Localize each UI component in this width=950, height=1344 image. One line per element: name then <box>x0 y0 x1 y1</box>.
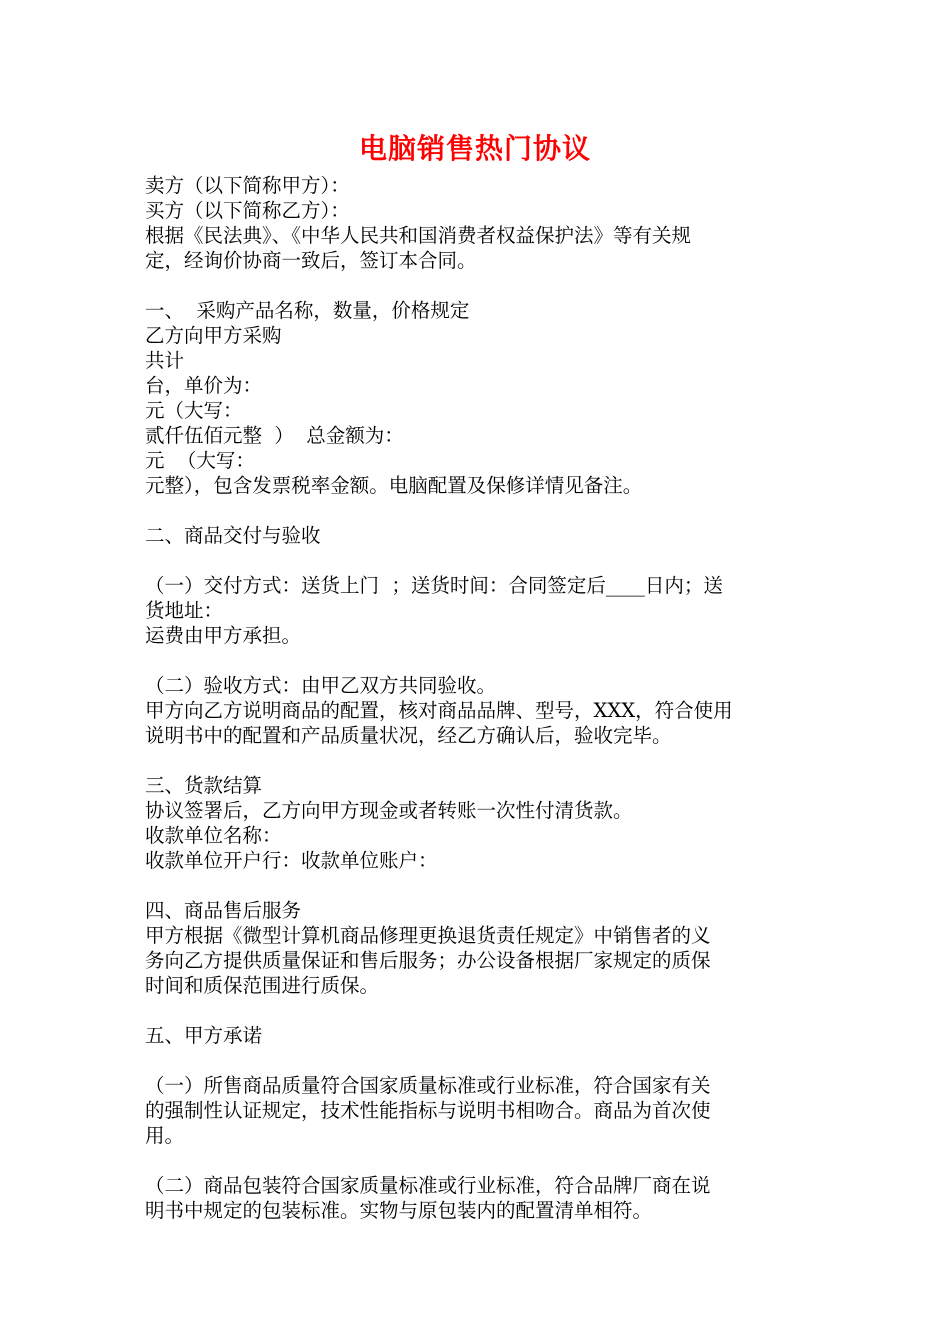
section-text-line: （二）验收方式：由甲乙双方共同验收。 <box>145 674 497 697</box>
section-text-line: 乙方向甲方采购 <box>145 324 282 347</box>
section-text-line: 收款单位开户行：收款单位账户： <box>145 849 438 872</box>
section-heading: 四、商品售后服务 <box>145 899 302 922</box>
section-heading: 五、甲方承诺 <box>145 1024 263 1047</box>
paragraph-spacer <box>145 273 810 298</box>
paragraph-spacer <box>145 498 810 523</box>
section-text-line: 贰仟伍佰元整 ） 总金额为： <box>145 424 404 447</box>
section-text-line: 务向乙方提供质量保证和售后服务；办公设备根据厂家规定的质保 <box>145 949 711 972</box>
section-text-line: 共计 <box>145 349 185 372</box>
section-text-line: 协议签署后，乙方向甲方现金或者转账一次性付清货款。 <box>145 799 633 822</box>
section-text-line: 元（大写： <box>145 399 243 422</box>
section-text-line: 的强制性认证规定，技术性能指标与说明书相吻合。商品为首次使 <box>145 1099 711 1122</box>
section-text-line: （一）交付方式：送货上门 ；送货时间：合同签定后____日内；送 <box>145 574 723 597</box>
section-text-line: 说明书中的配置和产品质量状况，经乙方确认后，验收完毕。 <box>145 724 672 747</box>
section-text-line: 台，单价为： <box>145 374 263 397</box>
paragraph-spacer <box>145 748 810 773</box>
buyer-line: 买方（以下简称乙方）： <box>145 199 350 222</box>
section-heading: 三、货款结算 <box>145 774 263 797</box>
paragraph-spacer <box>145 648 810 673</box>
paragraph-spacer <box>145 548 810 573</box>
preamble-line: 根据《民法典》、《中华人民共和国消费者权益保护法》等有关规 <box>145 224 692 247</box>
section-text-line: 用。 <box>145 1124 185 1147</box>
section-text-line: （一）所售商品质量符合国家质量标准或行业标准，符合国家有关 <box>145 1074 711 1097</box>
paragraph-spacer <box>145 1048 810 1073</box>
section-heading: 二、商品交付与验收 <box>145 524 321 547</box>
preamble-line: 定，经询价协商一致后，签订本合同。 <box>145 249 477 272</box>
document-title: 电脑销售热门协议 <box>358 132 591 165</box>
section-text-line: 时间和质保范围进行质保。 <box>145 974 380 997</box>
section-text-line: （二）商品包装符合国家质量标准或行业标准，符合品牌厂商在说 <box>145 1174 711 1197</box>
section-text-line: 明书中规定的包装标准。实物与原包装内的配置清单相符。 <box>145 1199 653 1222</box>
section-text-line: 元整），包含发票税率金额。电脑配置及保修详情见备注。 <box>145 474 643 497</box>
section-text-line: 甲方向乙方说明商品的配置，核对商品品牌、型号，XXX，符合使用 <box>145 699 733 722</box>
seller-line: 卖方（以下简称甲方）： <box>145 174 350 197</box>
section-heading: 一、 采购产品名称，数量，价格规定 <box>145 299 470 322</box>
paragraph-spacer <box>145 1148 810 1173</box>
section-text-line: 甲方根据《微型计算机商品修理更换退货责任规定》中销售者的义 <box>145 924 711 947</box>
section-text-line: 货地址： <box>145 599 224 622</box>
document-body <box>145 173 810 1223</box>
section-text-line: 运费由甲方承担。 <box>145 624 302 647</box>
section-text-line: 元 （大写： <box>145 449 255 472</box>
paragraph-spacer <box>145 873 810 898</box>
section-text-line: 收款单位名称： <box>145 824 282 847</box>
paragraph-spacer <box>145 998 810 1023</box>
